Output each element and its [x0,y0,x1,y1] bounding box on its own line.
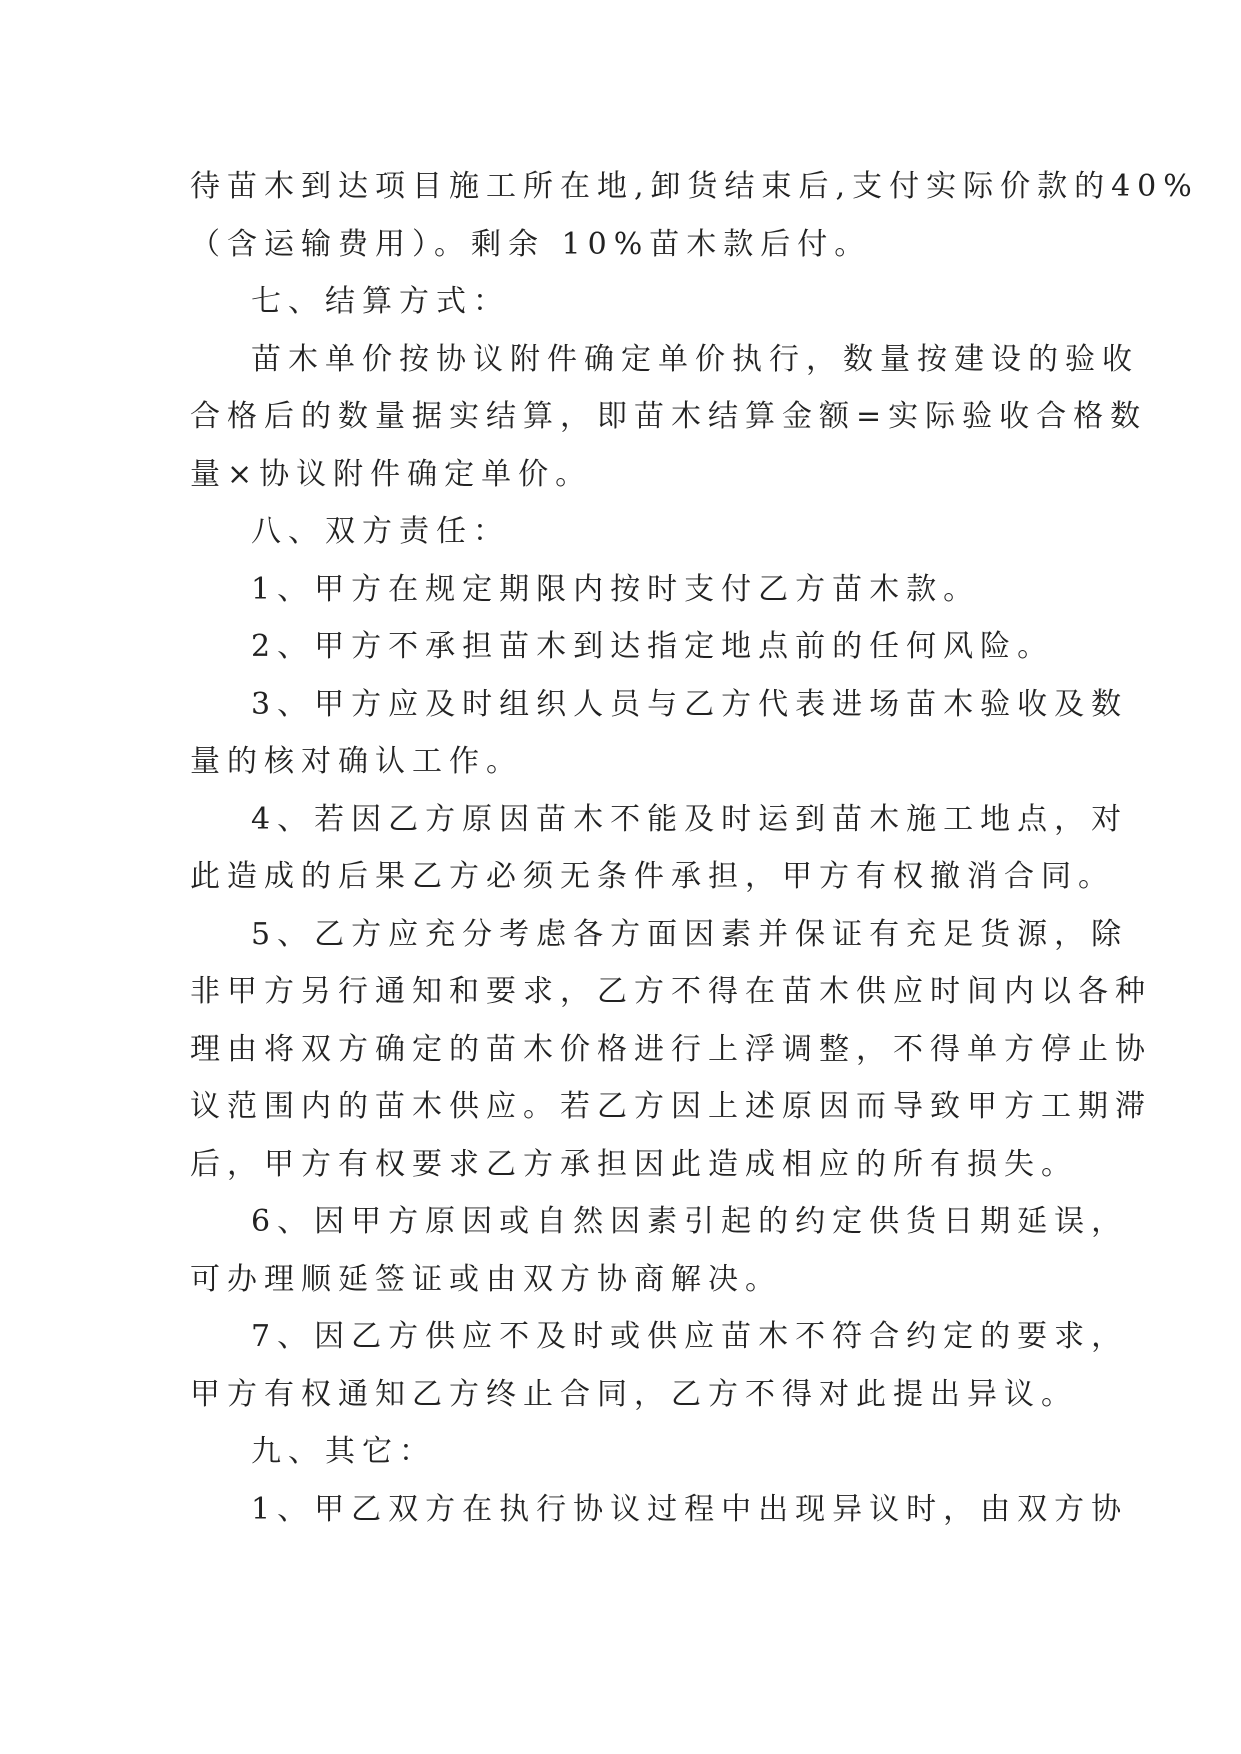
text-line: 非甲方另行通知和要求，乙方不得在苗木供应时间内以各种 [190,974,1152,1009]
list-item: 7、因乙方供应不及时或供应苗木不符合约定的要求， [251,1319,1129,1354]
list-item: 3、甲方应及时组织人员与乙方代表进场苗木验收及数 [251,686,1129,722]
section-heading: 九、其它： [251,1434,436,1469]
text-line: 此造成的后果乙方必须无条件承担，甲方有权撤消合同。 [190,859,1115,894]
text-line: 合格后的数量据实结算，即苗木结算金额=实际验收合格数 [190,399,1148,434]
list-item: 2、甲方不承担苗木到达指定地点前的任何风险。 [251,629,1055,664]
text-line: 后，甲方有权要求乙方承担因此造成相应的所有损失。 [190,1146,1078,1182]
text-line: 议范围内的苗木供应。若乙方因上述原因而导致甲方工期滞 [190,1089,1152,1124]
text-line: 量×协议附件确定单价。 [190,456,593,492]
text-line: 甲方有权通知乙方终止合同，乙方不得对此提出异议。 [190,1376,1078,1412]
section-heading: 七、结算方式： [251,284,510,319]
text-line: 可办理顺延签证或由双方协商解决。 [190,1261,782,1297]
text-line: 苗木单价按协议附件确定单价执行，数量按建设的验收 [251,341,1139,377]
list-item: 1、甲方在规定期限内按时支付乙方苗木款。 [251,571,981,607]
list-item: 1、甲乙双方在执行协议过程中出现异议时，由双方协 [251,1491,1129,1527]
text-line: 待苗木到达项目施工所在地,卸货结束后,支付实际价款的40% [190,169,1199,204]
list-item: 5、乙方应充分考虑各方面因素并保证有充足货源，除 [251,916,1129,952]
list-item: 4、若因乙方原因苗木不能及时运到苗木施工地点，对 [251,801,1129,837]
list-item: 6、因甲方原因或自然因素引起的约定供货日期延误， [251,1204,1129,1239]
text-line: 量的核对确认工作。 [190,744,523,779]
section-heading: 八、双方责任： [251,514,510,549]
text-line: 理由将双方确定的苗木价格进行上浮调整，不得单方停止协 [190,1031,1152,1067]
document-body [190,158,1199,1538]
text-line: （含运输费用）。剩余 10%苗木款后付。 [190,226,872,262]
